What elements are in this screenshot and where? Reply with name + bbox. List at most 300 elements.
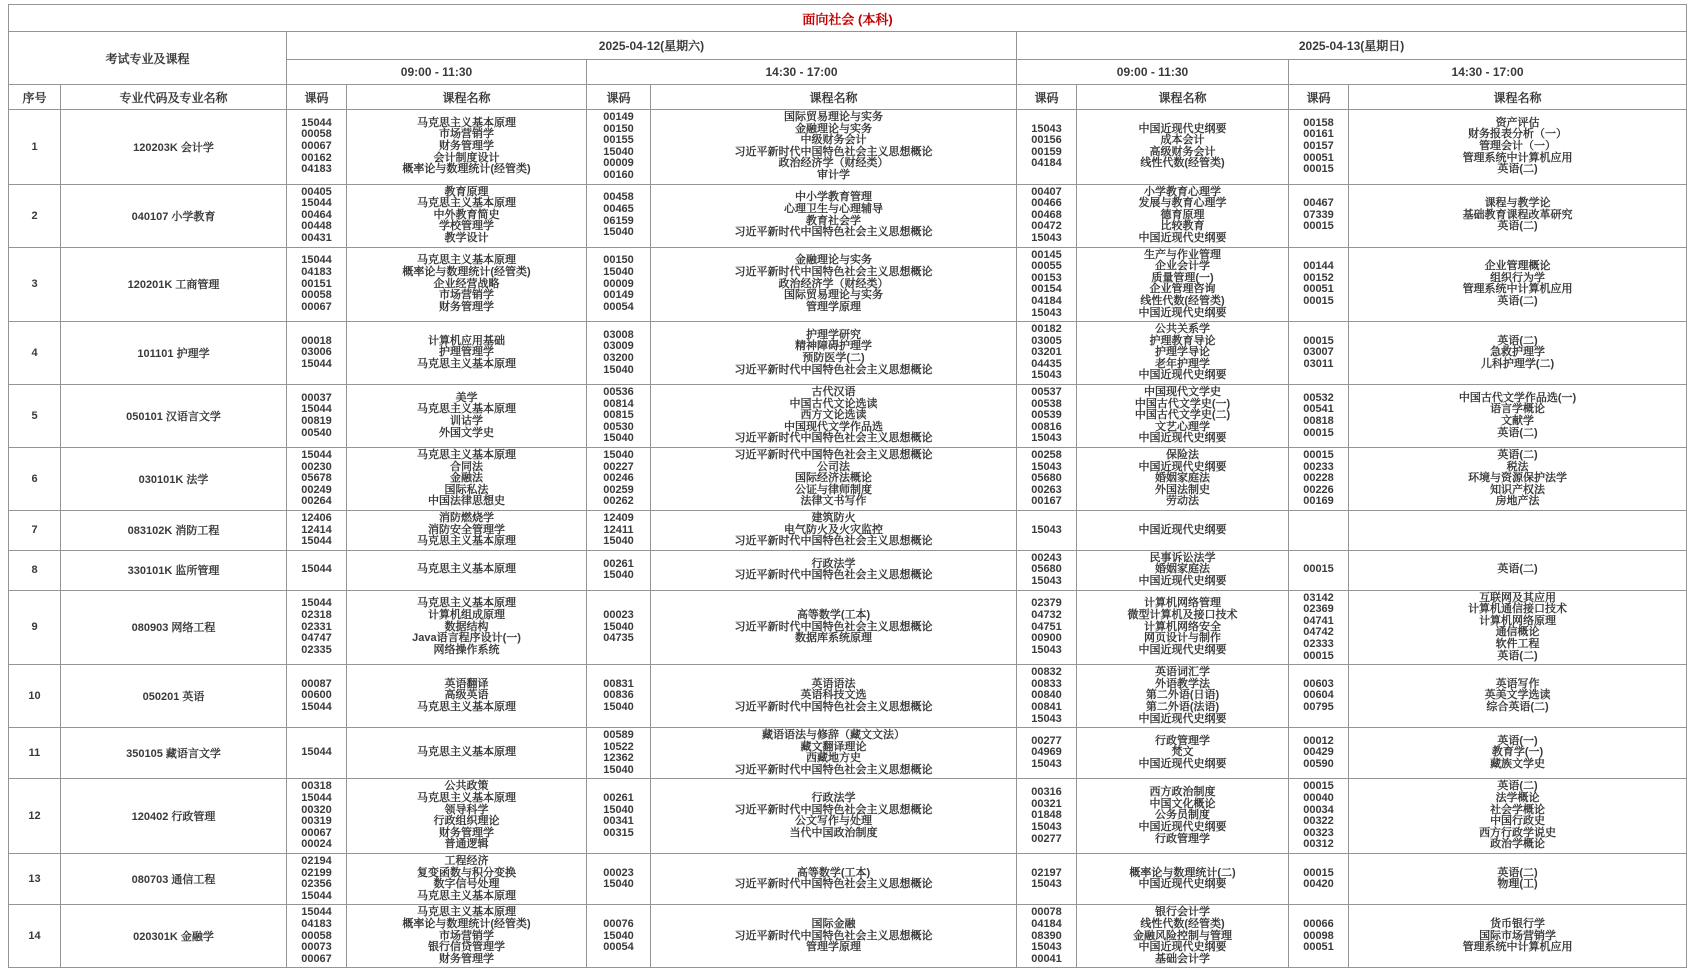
course-code: 00055 [1031, 260, 1062, 273]
course-name-cell-sun-pm [1349, 184, 1687, 247]
course-code: 15040 [603, 620, 634, 633]
course-code: 00145 [1031, 248, 1062, 261]
course-code: 00051 [1303, 283, 1334, 296]
course-code: 00818 [1303, 415, 1334, 428]
major-name: 350105 藏语言文学 [61, 728, 287, 779]
course-code: 02318 [301, 608, 332, 621]
course-name-cell-sun-pm [1349, 665, 1687, 728]
course-code: 15044 [301, 449, 332, 462]
row-index: 1 [9, 110, 61, 185]
course-name-cell-sun-am [1077, 854, 1289, 905]
course-code-cell-sun-am [1017, 590, 1077, 665]
course-code-cell-sat-am [287, 854, 347, 905]
course-code: 00015 [1303, 866, 1334, 879]
course-code: 00900 [1031, 632, 1062, 645]
course-code: 02369 [1303, 603, 1334, 616]
course-code-cell-sun-am [1017, 247, 1077, 322]
course-code: 00833 [1031, 677, 1062, 690]
course-name: 管理系统中计算机应用 [1462, 283, 1573, 296]
course-code: 02333 [1303, 637, 1334, 650]
course-code-cell-sun-am [1017, 448, 1077, 511]
course-code: 03007 [1303, 346, 1334, 359]
course-code-cell-sat-pm [587, 905, 651, 968]
course-code: 15044 [301, 403, 332, 416]
course-name: 马克思主义基本原理 [417, 116, 516, 129]
course-code-cell-sat-pm [587, 550, 651, 590]
course-code: 00054 [603, 941, 634, 954]
course-code: 00795 [1303, 700, 1334, 713]
course-name: 市场营销学 [439, 289, 494, 302]
course-name: 财务管理学 [439, 300, 494, 313]
course-code-cell-sat-pm [587, 322, 651, 385]
course-name-cell-sun-am [1077, 665, 1289, 728]
header-session-sat-am: 09:00 - 11:30 [287, 59, 587, 84]
course-name: 心理卫生与心理辅导 [784, 202, 883, 215]
course-code: 00316 [1031, 786, 1062, 799]
row-index: 13 [9, 854, 61, 905]
course-name: 电气防火及火灾监控 [784, 523, 883, 536]
course-name: 金融理论与实务 [795, 122, 872, 135]
course-code: 00815 [603, 409, 634, 422]
course-name: 第二外语(法语) [1145, 700, 1220, 713]
course-code: 00464 [301, 208, 332, 221]
course-code: 15043 [1031, 432, 1062, 445]
course-code: 00058 [301, 929, 332, 942]
course-name-cell-sun-pm [1349, 728, 1687, 779]
header-exam-col: 考试专业及课程 [9, 32, 287, 85]
course-code: 15044 [301, 792, 332, 805]
course-name: 学校管理学 [439, 220, 494, 233]
course-name: 工程经济 [444, 855, 489, 868]
course-name: 行政法学 [811, 792, 856, 805]
course-name: 教育学(一) [1491, 746, 1544, 759]
course-name: 线性代数(经管类) [1140, 157, 1225, 170]
course-code: 04732 [1031, 608, 1062, 621]
schedule-row [9, 779, 1687, 854]
course-name: 西方文论选读 [800, 409, 867, 422]
course-name: 马克思主义基本原理 [417, 889, 516, 902]
course-name: 马克思主义基本原理 [417, 403, 516, 416]
course-name: 管理学原理 [806, 300, 861, 313]
course-code: 00262 [603, 495, 634, 508]
course-name: 马克思主义基本原理 [417, 449, 516, 462]
course-name: 行政法学 [811, 557, 856, 570]
course-code-cell-sun-am [1017, 184, 1077, 247]
course-name: 外语教学法 [1155, 677, 1210, 690]
course-name-cell-sun-pm [1349, 247, 1687, 322]
course-code: 00151 [301, 277, 332, 290]
header-col-index: 序号 [9, 85, 61, 110]
course-code: 00067 [301, 952, 332, 965]
course-name: 公务员制度 [1155, 809, 1210, 822]
course-code: 00604 [1303, 689, 1334, 702]
course-name: 英语写作 [1495, 677, 1540, 690]
course-name: 马克思主义基本原理 [417, 197, 516, 210]
course-code-cell-sat-pm [587, 184, 651, 247]
course-name: 急救护理学 [1490, 346, 1546, 359]
course-name: 会计制度设计 [433, 151, 500, 164]
header-columns-row [9, 85, 1687, 110]
course-name: 社会学概论 [1490, 803, 1546, 816]
course-name: 习近平新时代中国特色社会主义思想概论 [734, 449, 933, 462]
course-code: 00015 [1303, 780, 1334, 793]
course-name: 政治学概论 [1490, 838, 1546, 851]
course-code-cell-sat-am [287, 448, 347, 511]
course-code: 00155 [603, 134, 634, 147]
course-name-cell-sun-am [1077, 779, 1289, 854]
header-col-course-sat-am: 课程名称 [347, 85, 587, 110]
row-index: 10 [9, 665, 61, 728]
course-name: 外国文学史 [439, 426, 494, 439]
course-name: 习近平新时代中国特色社会主义思想概论 [734, 620, 933, 633]
course-name: 市场营销学 [439, 128, 494, 141]
course-name: 习近平新时代中国特色社会主义思想概论 [734, 803, 933, 816]
course-code-cell-sun-pm [1289, 448, 1349, 511]
course-code: 15044 [301, 563, 332, 576]
header-col-course-sat-pm: 课程名称 [651, 85, 1017, 110]
row-index: 3 [9, 247, 61, 322]
course-name-cell-sat-pm [651, 110, 1017, 185]
course-code-cell-sun-am [1017, 550, 1077, 590]
row-index: 5 [9, 385, 61, 448]
course-name: 微型计算机及接口技术 [1127, 608, 1238, 621]
course-code: 05678 [301, 472, 332, 485]
course-name: 马克思主义基本原理 [417, 535, 516, 548]
course-code: 15043 [1031, 523, 1062, 536]
course-name: 中国近现代史纲要 [1138, 878, 1227, 891]
course-name: 当代中国政治制度 [789, 826, 878, 839]
schedule-row [9, 448, 1687, 511]
course-name-cell-sat-pm [651, 184, 1017, 247]
course-code-cell-sun-pm [1289, 854, 1349, 905]
course-code: 00263 [1031, 483, 1062, 496]
course-code: 04435 [1031, 357, 1062, 370]
course-name: 第二外语(日语) [1145, 689, 1220, 702]
course-name: 管理会计（一） [1479, 139, 1557, 152]
course-name: 高级财务会计 [1149, 145, 1216, 158]
course-name: 领导科学 [444, 803, 489, 816]
course-code: 00277 [1031, 832, 1062, 845]
course-code: 04747 [301, 632, 332, 645]
course-code: 05680 [1031, 472, 1062, 485]
course-name: 文献学 [1501, 415, 1535, 428]
course-code-cell-sun-pm [1289, 322, 1349, 385]
course-name: 比较教育 [1160, 220, 1205, 233]
course-code-cell-sun-am [1017, 728, 1077, 779]
course-code: 15043 [1031, 231, 1062, 244]
course-code: 00261 [603, 792, 634, 805]
course-name: 企业经营战略 [433, 277, 500, 290]
course-code-cell-sat-pm [587, 728, 651, 779]
course-code: 15040 [603, 700, 634, 713]
course-code: 07339 [1303, 208, 1334, 221]
course-code: 00467 [1303, 197, 1334, 210]
course-code: 00429 [1303, 746, 1334, 759]
course-name: 管理学原理 [806, 941, 861, 954]
course-name: 英语语法 [811, 677, 856, 690]
course-name: 互联网及其应用 [1479, 591, 1557, 604]
course-name-cell-sat-am [347, 550, 587, 590]
course-code: 00431 [301, 231, 332, 244]
course-name: 数据结构 [444, 620, 489, 633]
course-code: 00087 [301, 677, 332, 690]
course-code-cell-sat-pm [587, 854, 651, 905]
course-name: 英语(二) [1497, 866, 1538, 879]
course-code: 00603 [1303, 677, 1334, 690]
course-name: 线性代数(经管类) [1140, 918, 1225, 930]
course-name: 习近平新时代中国特色社会主义思想概论 [734, 226, 933, 239]
course-name: 英语(二) [1497, 780, 1538, 793]
course-code: 00277 [1031, 734, 1062, 747]
course-name: 中国近现代史纲要 [1138, 231, 1227, 244]
course-name: 藏文翻译理论 [800, 740, 867, 753]
course-code: 00041 [1031, 952, 1062, 965]
course-name: 小学教育心理学 [1144, 185, 1221, 198]
course-code: 00319 [301, 815, 332, 828]
course-code-cell-sun-pm [1289, 247, 1349, 322]
course-name: 英语(二) [1497, 563, 1538, 576]
course-code-cell-sun-pm [1289, 184, 1349, 247]
course-code: 00169 [1303, 495, 1334, 508]
course-code: 00051 [1303, 941, 1334, 954]
course-name: 企业会计学 [1155, 260, 1210, 273]
course-code: 15043 [1031, 712, 1062, 725]
schedule-row [9, 590, 1687, 665]
course-code-cell-sun-pm [1289, 590, 1349, 665]
course-name: 计算机应用基础 [428, 334, 505, 347]
course-code: 04183 [301, 163, 332, 176]
course-name: 教学设计 [444, 231, 489, 244]
course-name: 婚姻家庭法 [1155, 563, 1210, 576]
course-code: 00233 [1303, 460, 1334, 473]
course-code: 15044 [301, 700, 332, 713]
header-date-sunday: 2025-04-13(星期日) [1017, 32, 1687, 60]
course-code: 00246 [603, 472, 634, 485]
course-name-cell-sun-pm [1349, 779, 1687, 854]
course-name: 课程与教学论 [1484, 197, 1551, 210]
major-name: 083102K 消防工程 [61, 511, 287, 551]
course-code-cell-sat-pm [587, 448, 651, 511]
course-code: 00243 [1031, 551, 1062, 564]
course-code: 15043 [1031, 460, 1062, 473]
course-name: 组织行为学 [1490, 271, 1546, 284]
course-code: 00160 [603, 168, 634, 181]
schedule-row [9, 322, 1687, 385]
course-code: 15044 [301, 906, 332, 919]
course-code: 00015 [1303, 294, 1334, 307]
major-name: 030101K 法学 [61, 448, 287, 511]
course-code: 00078 [1031, 906, 1062, 919]
course-name: 英语(二) [1497, 334, 1538, 347]
course-code-cell-sat-am [287, 550, 347, 590]
schedule-row [9, 905, 1687, 968]
course-name-cell-sat-pm [651, 854, 1017, 905]
course-code: 00015 [1303, 563, 1334, 576]
course-name: 高等数学(工本) [796, 866, 871, 879]
course-name: 计算机通信接口技术 [1468, 603, 1568, 616]
course-code-cell-sat-am [287, 110, 347, 185]
course-code: 02197 [1031, 866, 1062, 879]
course-code-cell-sat-pm [587, 590, 651, 665]
course-code: 00814 [603, 397, 634, 410]
course-name: 中国近现代史纲要 [1138, 122, 1227, 135]
course-name: 英语(二) [1497, 163, 1538, 176]
course-code-cell-sat-am [287, 779, 347, 854]
course-name-cell-sun-pm [1349, 110, 1687, 185]
row-index: 14 [9, 905, 61, 968]
course-code: 00066 [1303, 918, 1334, 930]
course-name-cell-sat-pm [651, 247, 1017, 322]
course-code: 15040 [603, 803, 634, 816]
course-name: 马克思主义基本原理 [417, 746, 516, 759]
course-code-cell-sat-pm [587, 665, 651, 728]
course-name: 德育原理 [1160, 208, 1205, 221]
course-name-cell-sat-am [347, 590, 587, 665]
course-name-cell-sat-am [347, 854, 587, 905]
course-name: 国际金融 [811, 918, 856, 930]
course-code: 15044 [301, 746, 332, 759]
course-code: 03200 [603, 352, 634, 365]
course-code: 00819 [301, 415, 332, 428]
course-name: 公共政策 [444, 780, 489, 793]
course-code: 00468 [1031, 208, 1062, 221]
course-code-cell-sat-pm [587, 385, 651, 448]
course-name: 建筑防火 [811, 512, 856, 524]
major-name: 080903 网络工程 [61, 590, 287, 665]
course-code: 03005 [1031, 334, 1062, 347]
course-code: 15040 [603, 449, 634, 462]
course-code: 00009 [603, 277, 634, 290]
course-code: 00067 [301, 300, 332, 313]
schedule-body [9, 110, 1687, 968]
course-code-cell-sat-pm [587, 247, 651, 322]
course-name: 劳动法 [1166, 495, 1199, 508]
course-name: 网络操作系统 [433, 643, 500, 656]
course-code: 00159 [1031, 145, 1062, 158]
course-code: 00009 [603, 157, 634, 170]
course-name: 金融理论与实务 [795, 254, 872, 267]
course-name: 马克思主义基本原理 [417, 357, 516, 370]
course-code: 00405 [301, 185, 332, 198]
course-code-cell-sat-am [287, 728, 347, 779]
course-code: 00018 [301, 334, 332, 347]
course-name-cell-sun-pm [1349, 448, 1687, 511]
header-session-sun-pm: 14:30 - 17:00 [1289, 59, 1687, 84]
course-name-cell-sun-am [1077, 590, 1289, 665]
course-code: 00098 [1303, 929, 1334, 942]
course-name: 英语翻译 [444, 677, 489, 690]
course-name: 中国近现代史纲要 [1138, 821, 1227, 834]
course-name-cell-sat-pm [651, 590, 1017, 665]
course-name-cell-sun-am [1077, 247, 1289, 322]
course-code: 10522 [603, 740, 634, 753]
course-code: 02331 [301, 620, 332, 633]
course-name: 财务报表分析（一） [1468, 128, 1568, 141]
course-name: 英语(二) [1497, 649, 1538, 662]
course-name: 金融风险控制与管理 [1133, 929, 1232, 942]
course-code-cell-sun-am [1017, 322, 1077, 385]
course-name-cell-sat-pm [651, 550, 1017, 590]
course-name: 英语(一) [1497, 734, 1538, 747]
course-code: 00537 [1031, 386, 1062, 399]
course-code-cell-sun-am [1017, 779, 1077, 854]
course-code: 00228 [1303, 472, 1334, 485]
course-name: 房地产法 [1495, 495, 1540, 508]
course-name: 法学概论 [1495, 792, 1540, 805]
course-name: 习近平新时代中国特色社会主义思想概论 [734, 363, 933, 376]
header-col-course-sun-am: 课程名称 [1077, 85, 1289, 110]
course-code: 15044 [301, 197, 332, 210]
course-code: 00150 [603, 122, 634, 135]
course-name: 古代汉语 [811, 386, 856, 399]
course-code: 00538 [1031, 397, 1062, 410]
course-code: 15044 [301, 357, 332, 370]
course-code-cell-sat-pm [587, 110, 651, 185]
course-name-cell-sun-pm [1349, 905, 1687, 968]
course-code: 15043 [1031, 878, 1062, 891]
course-name: 英语科技文选 [800, 689, 867, 702]
course-code: 00539 [1031, 409, 1062, 422]
course-name: 教育原理 [444, 185, 489, 198]
course-code: 15044 [301, 116, 332, 129]
course-code: 00840 [1031, 689, 1062, 702]
course-code: 15043 [1031, 941, 1062, 954]
course-code: 00023 [603, 866, 634, 879]
course-name: 政治经济学（财经类） [778, 277, 889, 290]
course-name: 行政管理学 [1155, 832, 1210, 845]
course-code: 00448 [301, 220, 332, 233]
course-code: 06159 [603, 214, 634, 227]
course-name-cell-sat-am [347, 110, 587, 185]
course-name: 基础会计学 [1155, 952, 1210, 965]
course-name-cell-sun-pm [1349, 590, 1687, 665]
course-name: 英语(二) [1497, 449, 1538, 462]
course-code-cell-sat-am [287, 665, 347, 728]
course-name: 护理教育导论 [1149, 334, 1216, 347]
course-name: 计算机网络原理 [1479, 614, 1557, 627]
header-col-code-sat-am: 课码 [287, 85, 347, 110]
course-name-cell-sun-pm [1349, 322, 1687, 385]
course-code: 15040 [603, 265, 634, 278]
course-name-cell-sat-pm [651, 665, 1017, 728]
exam-schedule-table [8, 4, 1687, 968]
course-code: 15040 [603, 535, 634, 548]
course-code: 00015 [1303, 220, 1334, 233]
course-name: 英语(二) [1497, 426, 1538, 439]
course-name-cell-sat-am [347, 247, 587, 322]
course-name: 中国近现代史纲要 [1138, 574, 1227, 587]
course-name: 法律文书写作 [800, 495, 867, 508]
course-name: 概率论与数理统计(经管类) [402, 918, 531, 930]
course-name: 中国行政史 [1490, 815, 1546, 828]
course-code: 00589 [603, 729, 634, 742]
course-name: 公证与律师制度 [795, 483, 872, 496]
course-code: 03142 [1303, 591, 1334, 604]
course-name: 国际贸易理论与实务 [784, 289, 883, 302]
course-name: 市场营销学 [439, 929, 494, 942]
course-name-cell-sat-pm [651, 385, 1017, 448]
course-name: 中国近现代史纲要 [1138, 758, 1227, 771]
course-code: 02356 [301, 878, 332, 891]
course-code: 02194 [301, 855, 332, 868]
course-name: 护理学导论 [1155, 346, 1210, 359]
course-code: 15044 [301, 254, 332, 267]
course-code: 15040 [603, 569, 634, 582]
course-name-cell-sat-am [347, 511, 587, 551]
course-code: 15043 [1031, 643, 1062, 656]
course-name-cell-sun-am [1077, 110, 1289, 185]
course-name-cell-sun-pm [1349, 385, 1687, 448]
